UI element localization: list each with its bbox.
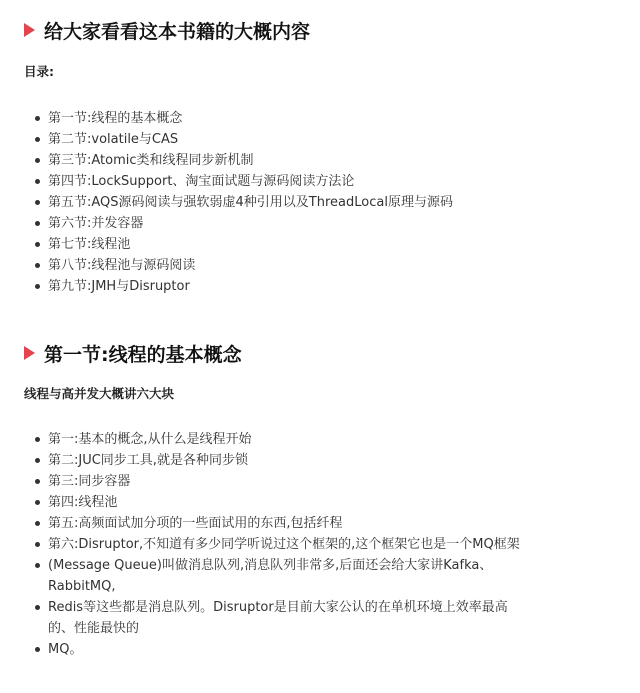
list-item: 第三:同步容器 — [34, 471, 524, 492]
list-item: 第一:基本的概念,从什么是线程开始 — [34, 429, 524, 450]
list-item: 第四节:LockSupport、淘宝面试题与源码阅读方法论 — [34, 171, 524, 192]
list-item: (Message Queue)叫做消息队列,消息队列非常多,后面还会给大家讲Kafka、RabbitMQ, — [34, 555, 524, 597]
list-item: 第七节:线程池 — [34, 234, 524, 255]
list-item: 第五:高频面试加分项的一些面试用的东西,包括纤程 — [34, 513, 524, 534]
list-item: 第六:Disruptor,不知道有多少同学听说过这个框架的,这个框架它也是一个MQ框架 — [34, 534, 524, 555]
triangle-marker-icon — [24, 346, 35, 360]
triangle-marker-icon — [24, 23, 35, 37]
toc-list — [34, 108, 524, 297]
heading-title: 给大家看看这本书籍的大概内容 — [44, 20, 311, 43]
list-item: 第六节:并发容器 — [34, 213, 524, 234]
list-item: 第三节:Atomic类和线程同步新机制 — [34, 150, 524, 171]
toc-label: 目录: — [24, 64, 54, 79]
list-item: 第四:线程池 — [34, 492, 524, 513]
section-subtitle: 线程与高并发大概讲六大块 — [24, 386, 175, 401]
heading-title: 第一节:线程的基本概念 — [44, 343, 242, 366]
list-item: 第五节:AQS源码阅读与强软弱虚4种引用以及ThreadLocal原理与源码 — [34, 192, 524, 213]
list-item: 第二:JUC同步工具,就是各种同步锁 — [34, 450, 524, 471]
list-item: MQ。 — [34, 639, 524, 660]
list-item: 第九节:JMH与Disruptor — [34, 276, 524, 297]
list-item: Redis等这些都是消息队列。Disruptor是目前大家公认的在单机环境上效率最高的、性能最快的 — [34, 597, 524, 639]
section-heading-contents — [24, 15, 310, 45]
list-item: 第二节:volatile与CAS — [34, 129, 524, 150]
section-list — [34, 429, 524, 660]
list-item: 第八节:线程池与源码阅读 — [34, 255, 524, 276]
section-heading-chapter-1 — [24, 338, 242, 368]
list-item: 第一节:线程的基本概念 — [34, 108, 524, 129]
